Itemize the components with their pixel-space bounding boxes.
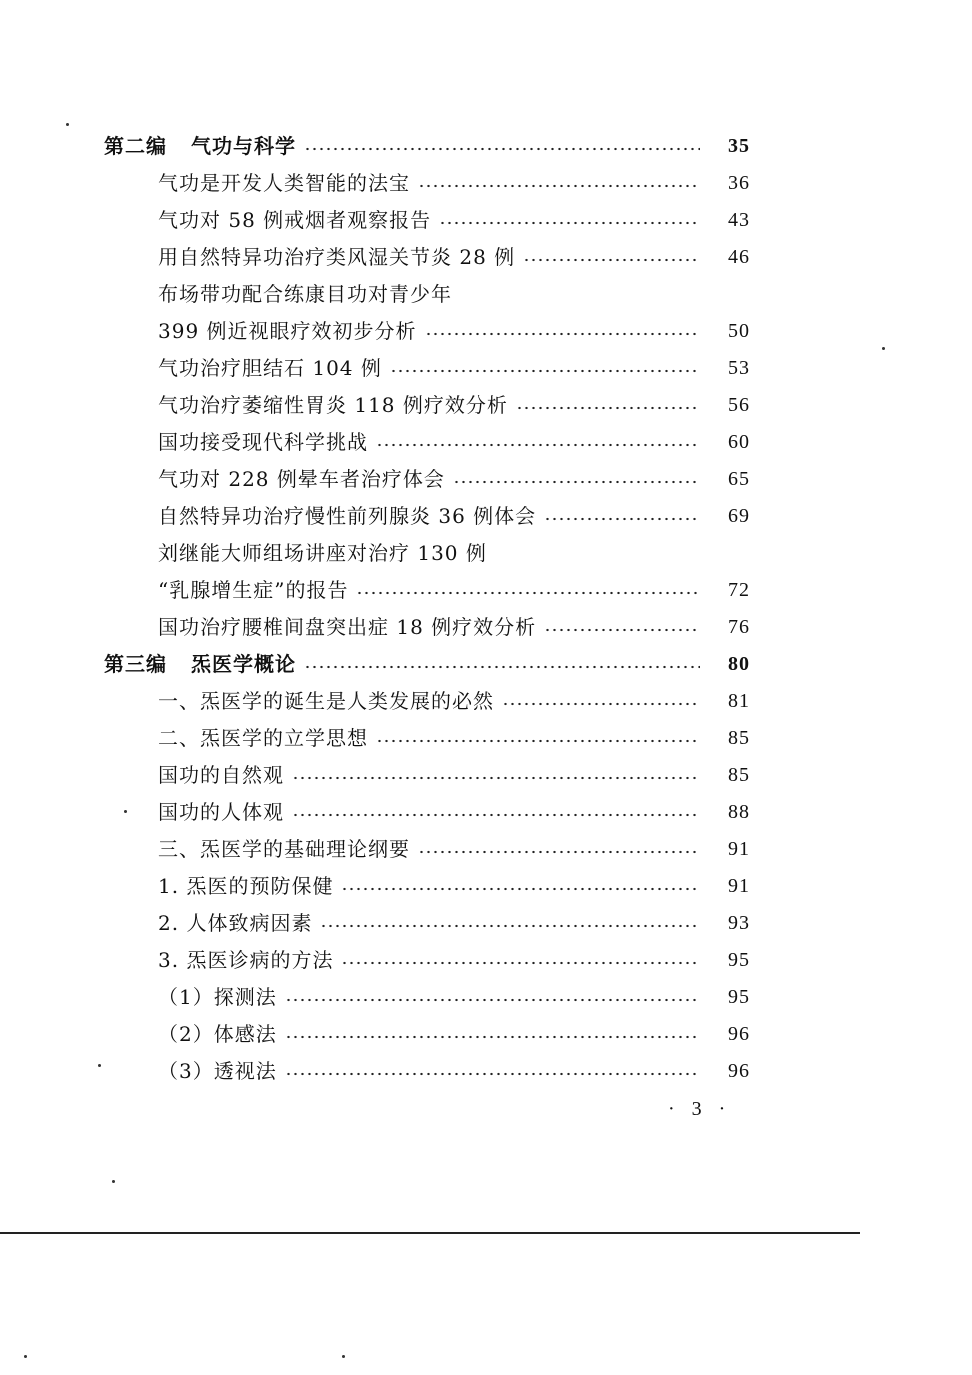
toc-leader-dots xyxy=(502,702,700,706)
toc-entry xyxy=(0,387,972,424)
toc-leader-dots xyxy=(390,369,700,373)
toc-page-number: 46 xyxy=(728,246,750,268)
toc-entry xyxy=(0,350,972,387)
toc-entry xyxy=(0,868,972,905)
toc-part-title: 炁医学概论 xyxy=(191,652,296,676)
toc-entry xyxy=(0,313,972,350)
toc-title: 一、炁医学的诞生是人类发展的必然 xyxy=(158,689,494,713)
toc-page-number: 65 xyxy=(728,468,750,490)
toc-entry xyxy=(0,794,972,831)
toc-page-number: 69 xyxy=(728,505,750,527)
toc-page-number: 43 xyxy=(728,209,750,231)
toc-part-heading xyxy=(0,128,972,165)
toc-entry xyxy=(0,165,972,202)
toc-leader-dots xyxy=(439,221,700,225)
scan-speck xyxy=(98,1064,101,1067)
toc-part-title: 气功与科学 xyxy=(191,134,296,158)
toc-leader-dots xyxy=(320,924,700,928)
scan-speck xyxy=(124,810,127,813)
bottom-rule xyxy=(0,1232,860,1234)
toc-entry xyxy=(0,609,972,646)
toc-entry xyxy=(0,239,972,276)
toc-page-number: 72 xyxy=(728,579,750,601)
toc-leader-dots xyxy=(341,887,700,891)
toc-entry xyxy=(0,720,972,757)
toc-leader-dots xyxy=(285,998,700,1002)
toc-page-number: 91 xyxy=(728,875,750,897)
scan-speck xyxy=(24,1355,27,1358)
page-number: · 3 · xyxy=(668,1098,732,1120)
toc-part-number: 第三编 xyxy=(104,652,167,676)
toc-leader-dots xyxy=(356,591,700,595)
toc-title xyxy=(104,128,296,165)
toc-page-number: 53 xyxy=(728,357,750,379)
toc-entry xyxy=(0,942,972,979)
toc-title: 气功是开发人类智能的法宝 xyxy=(158,171,410,195)
toc-page-number: 81 xyxy=(728,690,750,712)
toc-title: 2. 人体致病因素 xyxy=(158,911,313,935)
toc-leader-dots xyxy=(304,665,700,669)
toc-title: 气功对 228 例晕车者治疗体会 xyxy=(158,467,445,491)
toc-entry xyxy=(0,905,972,942)
toc-page-number: 36 xyxy=(728,172,750,194)
toc-page-number: 76 xyxy=(728,616,750,638)
toc-title: 国功的自然观 xyxy=(158,763,284,787)
toc-leader-dots xyxy=(544,628,700,632)
toc-title: 3. 炁医诊病的方法 xyxy=(158,948,334,972)
toc-entry xyxy=(0,1016,972,1053)
toc-entry xyxy=(0,683,972,720)
toc-leader-dots xyxy=(285,1072,700,1076)
toc-title: 399 例近视眼疗效初步分析 xyxy=(158,319,417,343)
toc-entry xyxy=(0,831,972,868)
toc-title: 国功的人体观 xyxy=(158,800,284,824)
scan-speck xyxy=(66,123,69,126)
toc-page-number: 96 xyxy=(728,1060,750,1082)
toc-page-number: 95 xyxy=(728,986,750,1008)
scan-speck xyxy=(342,1355,345,1358)
toc-title: 国功接受现代科学挑战 xyxy=(158,430,368,454)
toc-page-number: 56 xyxy=(728,394,750,416)
toc-leader-dots xyxy=(425,332,700,336)
toc-leader-dots xyxy=(292,813,700,817)
toc-page-number: 88 xyxy=(728,801,750,823)
toc-title: （2）体感法 xyxy=(158,1022,277,1046)
toc-title: 二、炁医学的立学思想 xyxy=(158,726,368,750)
toc-title: 刘继能大师组场讲座对治疗 130 例 xyxy=(158,541,487,565)
toc-leader-dots xyxy=(376,739,700,743)
toc-leader-dots xyxy=(341,961,700,965)
toc-page-number: 35 xyxy=(728,135,750,157)
toc-leader-dots xyxy=(304,147,700,151)
toc-title: 气功治疗萎缩性胃炎 118 例疗效分析 xyxy=(158,393,508,417)
toc-entry xyxy=(0,757,972,794)
toc-leader-dots xyxy=(292,776,700,780)
toc-page-number: 60 xyxy=(728,431,750,453)
toc-entry xyxy=(0,1053,972,1090)
toc-part-heading xyxy=(0,646,972,683)
toc-page-number: 96 xyxy=(728,1023,750,1045)
toc-entry xyxy=(0,424,972,461)
toc-page-number: 80 xyxy=(728,653,750,675)
toc-leader-dots xyxy=(418,184,700,188)
toc-title: 三、炁医学的基础理论纲要 xyxy=(158,837,410,861)
toc-part-number: 第二编 xyxy=(104,134,167,158)
scan-speck xyxy=(882,347,885,350)
toc-title: 自然特异功治疗慢性前列腺炎 36 例体会 xyxy=(158,504,537,528)
toc-entry xyxy=(0,572,972,609)
toc-leader-dots xyxy=(453,480,700,484)
toc-entry xyxy=(0,461,972,498)
toc-title: （3）透视法 xyxy=(158,1059,277,1083)
toc-title: 用自然特异功治疗类风湿关节炎 28 例 xyxy=(158,245,516,269)
scan-speck xyxy=(112,1180,115,1183)
toc-entry-continued xyxy=(0,276,972,313)
toc-page-number: 85 xyxy=(728,764,750,786)
toc-page-number: 85 xyxy=(728,727,750,749)
toc-leader-dots xyxy=(544,517,700,521)
toc-page-number: 50 xyxy=(728,320,750,342)
table-of-contents xyxy=(0,128,972,1090)
toc-leader-dots xyxy=(418,850,700,854)
toc-entry xyxy=(0,202,972,239)
toc-title: 气功治疗胆结石 104 例 xyxy=(158,356,382,380)
toc-page-number: 93 xyxy=(728,912,750,934)
toc-entry xyxy=(0,979,972,1016)
toc-title: 布场带功配合练康目功对青少年 xyxy=(158,282,452,306)
toc-leader-dots xyxy=(285,1035,700,1039)
toc-page-number: 95 xyxy=(728,949,750,971)
toc-leader-dots xyxy=(376,443,700,447)
toc-title: （1）探测法 xyxy=(158,985,277,1009)
toc-entry xyxy=(0,498,972,535)
toc-title: 国功治疗腰椎间盘突出症 18 例疗效分析 xyxy=(158,615,537,639)
toc-title: “乳腺增生症”的报告 xyxy=(158,578,349,602)
toc-title: 1. 炁医的预防保健 xyxy=(158,874,334,898)
toc-title xyxy=(104,646,296,683)
toc-page-number: 91 xyxy=(728,838,750,860)
toc-leader-dots xyxy=(523,258,700,262)
toc-leader-dots xyxy=(516,406,700,410)
toc-entry-continued xyxy=(0,535,972,572)
toc-title: 气功对 58 例戒烟者观察报告 xyxy=(158,208,432,232)
